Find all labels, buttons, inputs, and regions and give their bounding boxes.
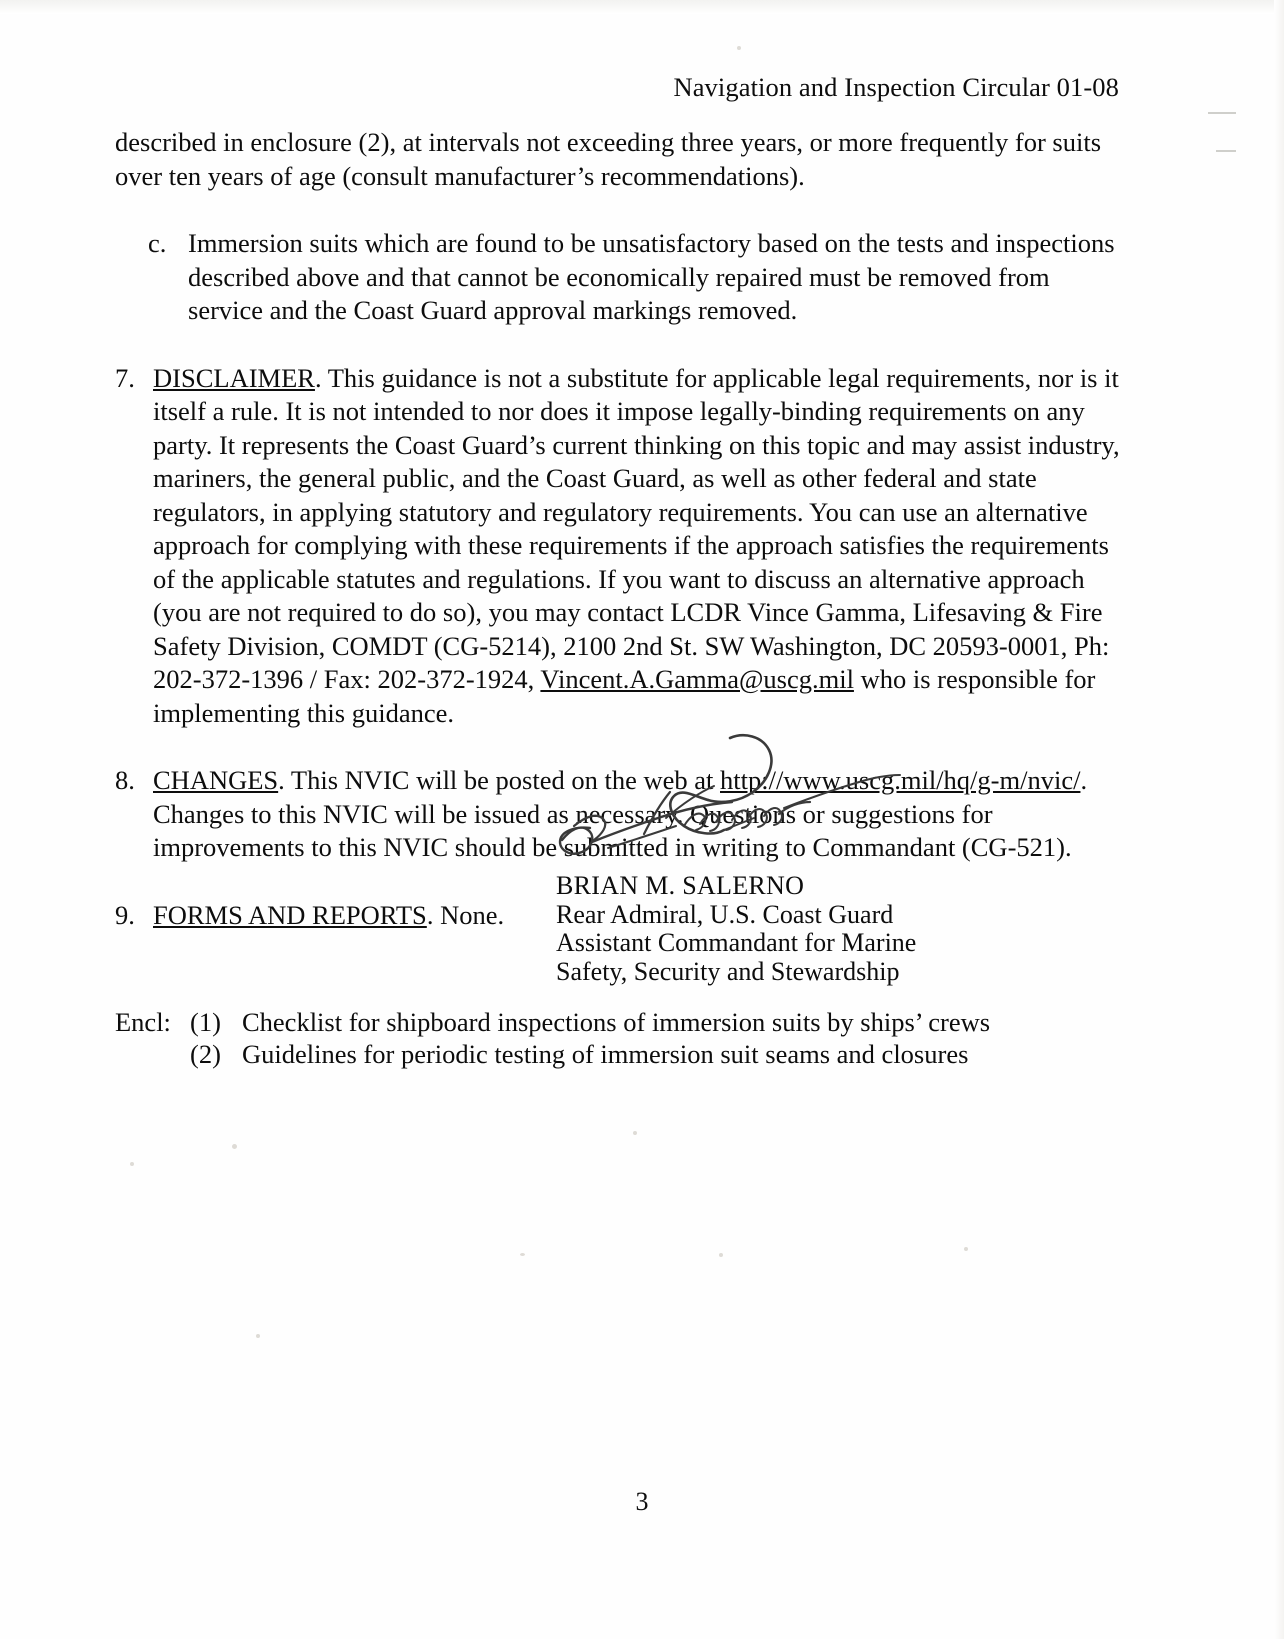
section-body (153, 362, 1125, 731)
page-header: Navigation and Inspection Circular 01-08 (673, 72, 1119, 102)
section-text: . This guidance is not a substitute for applicable legal requirements, nor is it itself a rule. It is not intended to nor does it impose legally-binding requirements on any party. It represents the Coast Guard’s current thinking on this topic and may assist industry, mariners, the general public, and the Coast Guard, as well as other federal and state regulators, in applying statutory and regulatory requirements. You can use an alternative approach for complying with these requirements if the approach satisfies the requirements of the applicable statutes and regulations. If you want to discuss an alternative approach (you are not required to do so), you may contact LCDR Vince Gamma, Lifesaving & Fire Safety Division, COMDT (CG-5214), 2100 2nd St. SW Washington, DC 20593-0001, Ph: 202-372-1396 / Fax: 202-372-1924, (153, 362, 1120, 694)
document-body (115, 126, 1125, 932)
section-heading: FORMS AND REPORTS (153, 899, 427, 930)
section-text: . None. (426, 899, 505, 930)
scan-speckle (1208, 112, 1236, 114)
continuation-paragraph: described in enclosure (2), at intervals not exceeding three years, or more frequently for suits over ten years of age (consult manufacturer’s recommendations). (115, 127, 1102, 191)
enclosure-row (115, 1006, 990, 1038)
list-item-text: Immersion suits which are found to be unsatisfactory based on the tests and inspections described above and that cannot be economically repaired must be removed from service and the Coast Guard approval markings removed. (188, 228, 1115, 325)
scan-speckle (130, 1162, 134, 1166)
section-8-changes (115, 764, 1125, 865)
signature-block (556, 872, 916, 986)
scan-speckle (520, 1253, 525, 1256)
scan-speckle (256, 1334, 260, 1338)
enclosure-number: (1) (190, 1007, 221, 1037)
enclosure-text: Checklist for shipboard inspections of immersion suits by ships’ crews (242, 1007, 991, 1037)
signer-name: BRIAN M. SALERNO (556, 871, 805, 900)
section-heading: CHANGES (153, 765, 279, 795)
scan-speckle (633, 1131, 637, 1135)
scan-edge-artifact (0, 0, 1284, 14)
contact-email-link[interactable]: Vincent.A.Gamma@uscg.mil (540, 664, 854, 694)
list-item-c (115, 227, 1125, 328)
section-body (153, 764, 1125, 865)
section-text-continued: who is responsible for implementing this guidance. (153, 664, 1096, 728)
enclosure-number: (2) (190, 1039, 221, 1069)
scan-edge-artifact (1274, 0, 1284, 1639)
signer-title-line-2: Safety, Security and Stewardship (556, 956, 900, 986)
scan-speckle (232, 1144, 237, 1149)
section-marker: 8. (115, 765, 135, 795)
section-7-disclaimer (115, 362, 1125, 731)
list-marker: c. (148, 228, 167, 258)
section-text-continued: . Changes to this NVIC will be issued as necessary. Questions or suggestions for improvements to this NVIC should be submitted in writing to Commandant (CG-521). (153, 765, 1088, 862)
section-marker: 7. (115, 362, 135, 393)
page-number: 3 (635, 1487, 649, 1516)
enclosure-text: Guidelines for periodic testing of immersion suit seams and closures (242, 1039, 969, 1069)
scan-speckle (719, 1253, 723, 1257)
scan-speckle (737, 46, 741, 50)
signer-title-line-1: Assistant Commandant for Marine (556, 928, 917, 957)
enclosure-row (115, 1038, 990, 1070)
scan-speckle (964, 1247, 968, 1251)
section-heading: DISCLAIMER (153, 362, 315, 393)
enclosures-block (115, 1006, 990, 1070)
section-text: . This NVIC will be posted on the web at (278, 765, 721, 795)
scan-speckle (1216, 150, 1236, 152)
nvic-web-link[interactable]: http://www.uscg.mil/hq/g-m/nvic/ (720, 765, 1081, 795)
section-marker: 9. (115, 899, 135, 930)
enclosures-label: Encl: (115, 1007, 171, 1037)
signer-rank: Rear Admiral, U.S. Coast Guard (556, 899, 894, 929)
